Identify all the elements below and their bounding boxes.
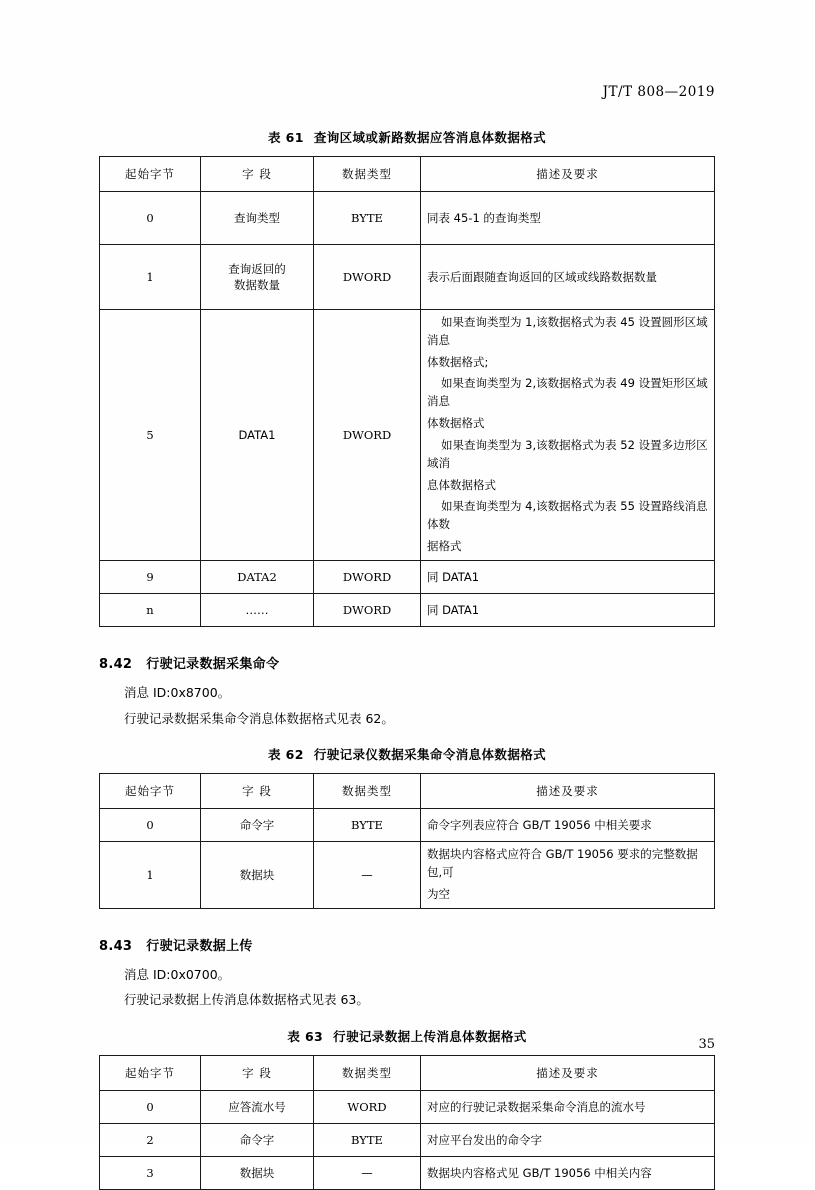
cell-start: 1	[100, 842, 201, 908]
table-row	[100, 1091, 715, 1124]
table-63-header-start: 起始字节	[100, 1056, 201, 1091]
table-61-header-field: 字 段	[201, 157, 314, 192]
table-62-title: 行驶记录仪数据采集命令消息体数据格式	[313, 747, 547, 763]
table-61	[99, 156, 715, 627]
cell-field	[201, 245, 314, 310]
cell-start: 9	[100, 560, 201, 593]
section-8-42-number: 8.42	[99, 656, 133, 672]
table-63-label: 表 63	[287, 1029, 324, 1045]
cell-field: DATA2	[201, 560, 314, 593]
cell-type: BYTE	[314, 1124, 421, 1157]
cell-start: n	[100, 593, 201, 626]
table-62-header-start: 起始字节	[100, 774, 201, 809]
section-8-42-line-1: 消息 ID:0x8700。	[124, 684, 231, 700]
section-8-43-number: 8.43	[99, 938, 133, 954]
cell-start: 2	[100, 1124, 201, 1157]
cell-field: 数据块	[201, 842, 314, 908]
cell-desc: 命令字列表应符合 GB/T 19056 中相关要求	[421, 809, 715, 842]
table-62-header-field: 字 段	[201, 774, 314, 809]
table-63-header-type: 数据类型	[314, 1056, 421, 1091]
table-row	[100, 1056, 715, 1091]
cell-start: 0	[100, 192, 201, 245]
desc-line: 数据块内容格式应符合 GB/T 19056 要求的完整数据包,可	[427, 847, 698, 880]
table-row	[100, 560, 715, 593]
cell-field: 命令字	[201, 1124, 314, 1157]
cell-desc: 对应平台发出的命令字	[421, 1124, 715, 1157]
cell-type: WORD	[314, 1091, 421, 1124]
desc-line: 息体数据格式	[427, 477, 496, 492]
cell-field-line1: 查询返回的	[228, 262, 286, 276]
cell-start: 3	[100, 1157, 201, 1190]
cell-type: BYTE	[314, 192, 421, 245]
page-header: JT/T 808—2019	[602, 84, 715, 100]
table-63-caption	[99, 1027, 715, 1045]
cell-type: BYTE	[314, 809, 421, 842]
cell-type: DWORD	[314, 245, 421, 310]
section-8-43-line-2: 行驶记录数据上传消息体数据格式见表 63。	[124, 992, 369, 1008]
cell-start: 0	[100, 1091, 201, 1124]
cell-type: —	[314, 842, 421, 908]
table-row	[100, 1124, 715, 1157]
cell-field: 应答流水号	[201, 1091, 314, 1124]
table-62-caption	[99, 745, 715, 763]
page-number: 35	[698, 1037, 715, 1052]
cell-desc: 同表 45-1 的查询类型	[421, 192, 715, 245]
table-row	[100, 1157, 715, 1190]
cell-field: 命令字	[201, 809, 314, 842]
desc-line: 如果查询类型为 2,该数据格式为表 49 设置矩形区域消息	[427, 376, 708, 409]
cell-field: 查询类型	[201, 192, 314, 245]
table-row	[100, 157, 715, 192]
desc-line: 据格式	[427, 538, 462, 553]
table-61-header-start: 起始字节	[100, 157, 201, 192]
table-row	[100, 310, 715, 561]
table-row	[100, 245, 715, 310]
page-content	[99, 84, 715, 1190]
cell-desc: 对应的行驶记录数据采集命令消息的流水号	[421, 1091, 715, 1124]
table-62-label: 表 62	[267, 747, 304, 763]
desc-line: 为空	[427, 886, 450, 901]
table-61-header-desc: 描述及要求	[421, 157, 715, 192]
desc-line: 如果查询类型为 4,该数据格式为表 55 设置路线消息体数	[427, 499, 708, 532]
table-61-title: 查询区域或新路数据应答消息体数据格式	[313, 130, 547, 145]
cell-field-line2: 数据数量	[234, 278, 280, 292]
table-63-header-desc: 描述及要求	[421, 1056, 715, 1091]
cell-start: 1	[100, 245, 201, 310]
table-61-caption	[99, 128, 715, 146]
cell-field: DATA1	[201, 310, 314, 561]
table-63	[99, 1055, 715, 1190]
cell-desc: 同 DATA1	[421, 560, 715, 593]
table-row	[100, 593, 715, 626]
cell-field: 数据块	[201, 1157, 314, 1190]
desc-line: 如果查询类型为 3,该数据格式为表 52 设置多边形区域消	[427, 437, 708, 470]
table-row	[100, 809, 715, 842]
section-8-42-title	[99, 653, 715, 672]
desc-line: 体数据格式;	[427, 354, 489, 369]
table-row	[100, 192, 715, 245]
cell-type: —	[314, 1157, 421, 1190]
table-61-label: 表 61	[267, 130, 304, 145]
table-63-header-field: 字 段	[201, 1056, 314, 1091]
section-8-43-line-1: 消息 ID:0x0700。	[124, 966, 231, 982]
cell-desc	[421, 310, 715, 561]
table-61-header-type: 数据类型	[314, 157, 421, 192]
section-8-42-heading: 行驶记录数据采集命令	[146, 656, 280, 672]
cell-field: ……	[201, 593, 314, 626]
section-8-42-line-2: 行驶记录数据采集命令消息体数据格式见表 62。	[124, 710, 394, 726]
table-62	[99, 773, 715, 908]
desc-line: 如果查询类型为 1,该数据格式为表 45 设置圆形区域消息	[427, 315, 708, 347]
section-8-43-title	[99, 935, 715, 954]
table-62-header-type: 数据类型	[314, 774, 421, 809]
cell-type: DWORD	[314, 560, 421, 593]
cell-start: 0	[100, 809, 201, 842]
cell-start: 5	[100, 310, 201, 561]
cell-type: DWORD	[314, 310, 421, 561]
desc-line: 体数据格式	[427, 416, 485, 431]
table-row	[100, 774, 715, 809]
section-8-43-heading: 行驶记录数据上传	[146, 938, 253, 954]
table-row	[100, 842, 715, 908]
cell-type: DWORD	[314, 593, 421, 626]
cell-desc: 同 DATA1	[421, 593, 715, 626]
cell-desc	[421, 842, 715, 908]
cell-desc: 数据块内容格式见 GB/T 19056 中相关内容	[421, 1157, 715, 1190]
cell-desc: 表示后面跟随查询返回的区域或线路数据数量	[421, 245, 715, 310]
table-62-header-desc: 描述及要求	[421, 774, 715, 809]
table-63-title: 行驶记录数据上传消息体数据格式	[333, 1029, 527, 1045]
